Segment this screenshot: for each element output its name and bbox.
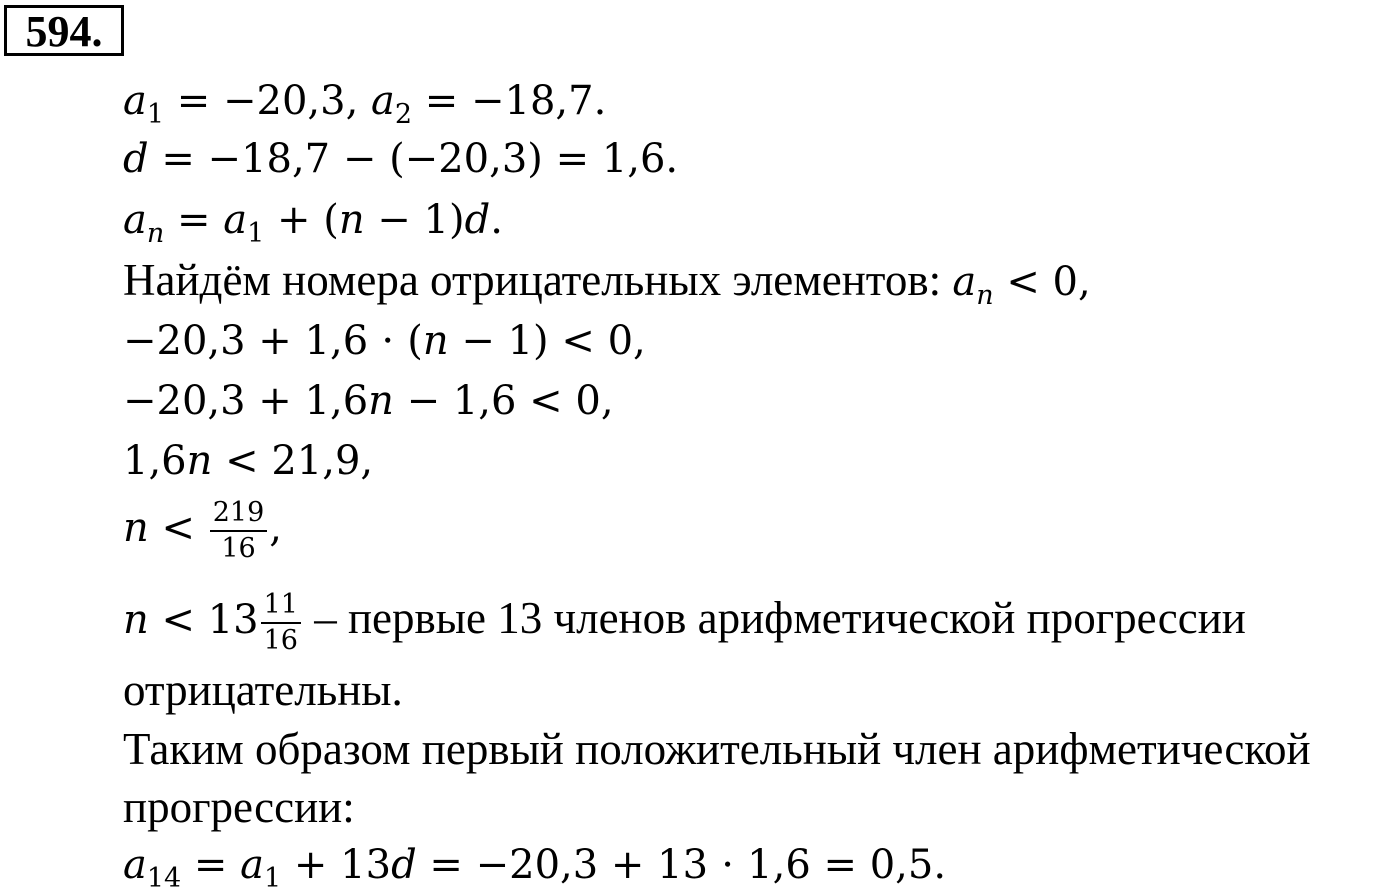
n-var: n <box>123 505 149 551</box>
comma: , <box>269 505 282 551</box>
fraction-denominator: 16 <box>263 625 298 656</box>
line-a14-result <box>123 837 946 893</box>
a1-value: = −20,3, <box>164 78 371 124</box>
inequality-1-post: − 1) < 0, <box>448 318 646 364</box>
fraction-219-16 <box>210 496 268 566</box>
a2-sub: 2 <box>394 99 413 130</box>
an-var: a <box>952 259 977 305</box>
line-progression-word <box>123 779 355 835</box>
equals: = <box>181 842 241 888</box>
a1-sub: 1 <box>247 218 265 249</box>
inequality-2-pre: −20,3 + 1,6 <box>123 378 369 424</box>
a1-var: a <box>223 197 248 243</box>
equals: = <box>164 197 224 243</box>
d-var: d <box>391 842 417 888</box>
an-sub: n <box>146 218 165 249</box>
d-var: d <box>464 197 491 243</box>
problem-number: 594. <box>4 5 124 56</box>
n-var: n <box>368 378 394 424</box>
inequality-3-pre: 1,6 <box>123 438 187 484</box>
less-than-13: < 13 <box>148 597 259 643</box>
line-first-terms <box>123 73 606 129</box>
n-var: n <box>123 597 149 643</box>
progression-text: прогрессии: <box>123 782 355 832</box>
a14-sub: 14 <box>146 863 182 894</box>
line-negative-word <box>123 662 403 718</box>
condition: < 0, <box>993 259 1091 305</box>
result-expression: = −20,3 + 13 ⋅ 1,6 = 0,5. <box>416 842 947 888</box>
fraction-denominator: 16 <box>221 533 256 564</box>
a14-var: a <box>123 842 147 888</box>
a1-sub: 1 <box>264 863 282 894</box>
a1-sub: 1 <box>146 99 165 130</box>
an-var: a <box>123 197 147 243</box>
line-inequality-2 <box>123 373 614 429</box>
negative-text: отрицательны. <box>123 665 403 715</box>
line-inequality-fraction <box>123 496 282 566</box>
line-difference <box>123 131 678 187</box>
d-expression: = −18,7 − (−20,3) = 1,6. <box>148 136 679 182</box>
period: . <box>490 197 503 243</box>
a2-value: = −18,7. <box>412 78 607 124</box>
n-var: n <box>338 197 365 243</box>
line-mixed-number <box>123 588 1246 658</box>
fraction-11-16 <box>261 588 301 658</box>
line-inequality-3 <box>123 433 373 489</box>
first-13-text: – первые 13 членов арифметической прогрессии <box>302 593 1246 643</box>
fraction-numerator: 219 <box>210 496 268 532</box>
inequality-1-pre: −20,3 + 1,6 ⋅ ( <box>123 318 423 364</box>
plus-open: + ( <box>264 197 339 243</box>
n-var: n <box>186 438 213 484</box>
find-negative-text: Найдём номера отрицательных элементов: <box>123 255 953 305</box>
a2-var: a <box>371 78 395 124</box>
conclusion-text: Таким образом первый положительный член арифметической <box>123 724 1311 774</box>
inequality-2-post: − 1,6 < 0, <box>393 378 614 424</box>
a1-var: a <box>123 78 147 124</box>
inequality-3-post: < 21,9, <box>212 438 374 484</box>
less-than: < <box>148 505 208 551</box>
line-conclusion <box>123 721 1311 777</box>
minus-one: − 1) <box>364 197 465 243</box>
a1-var: a <box>240 842 265 888</box>
fraction-numerator: 11 <box>261 588 301 624</box>
an-sub: n <box>976 280 994 311</box>
n-var: n <box>422 318 449 364</box>
d-var: d <box>123 136 149 182</box>
plus-13: + 13 <box>281 842 392 888</box>
line-inequality-1 <box>123 313 646 369</box>
line-nth-term-formula <box>123 192 503 248</box>
line-find-negative <box>123 252 1091 310</box>
